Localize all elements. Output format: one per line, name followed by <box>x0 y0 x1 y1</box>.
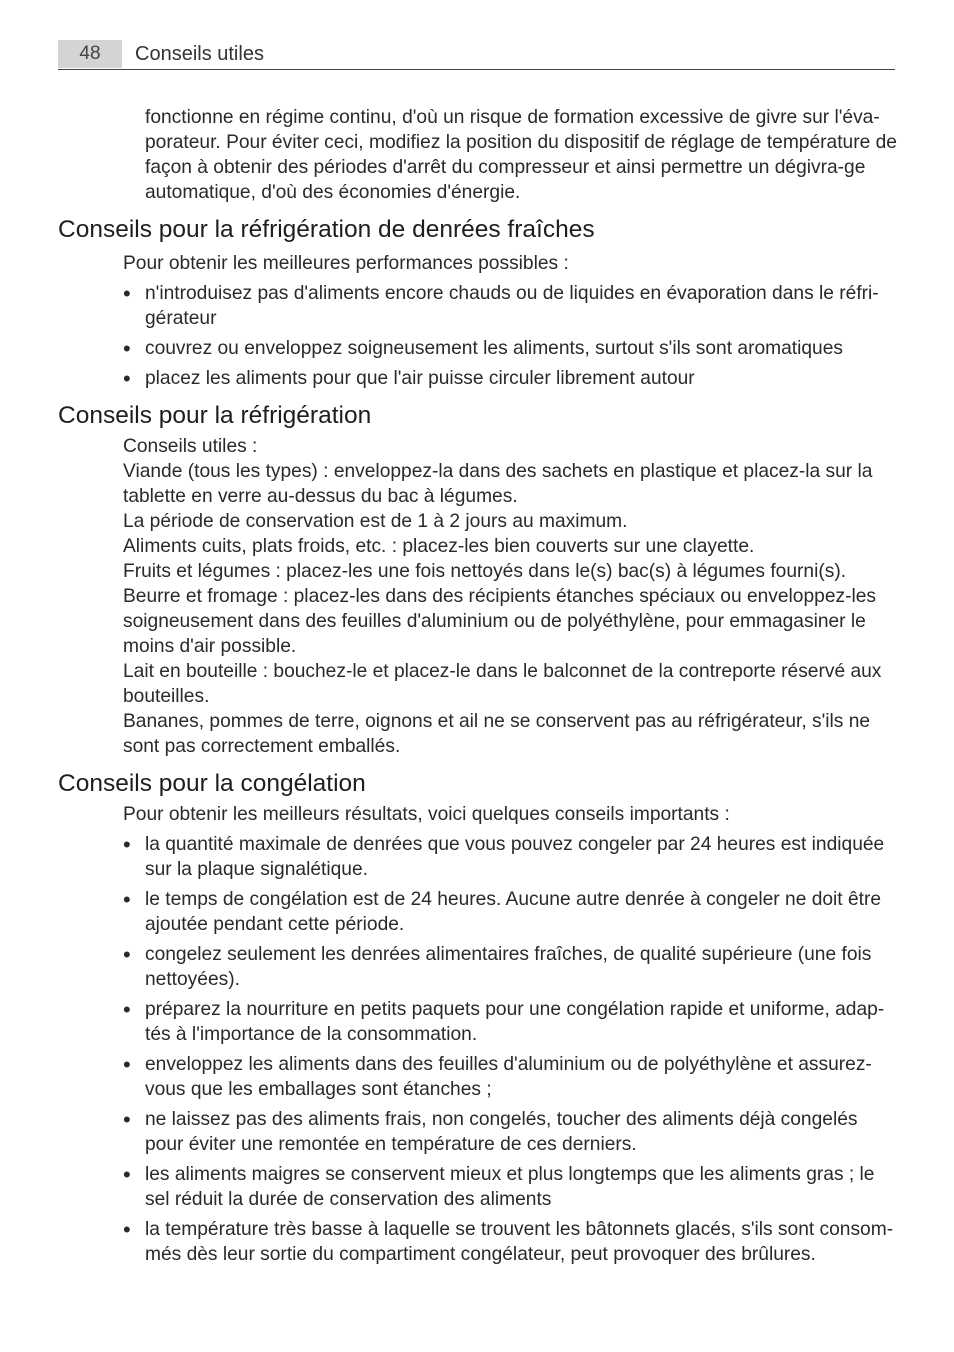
list-item: • la quantité maximale de denrées que vous pouvez congeler par 24 heures est indiquée sur la plaque signalétique. <box>123 832 898 882</box>
list-item: • le temps de congélation est de 24 heures. Aucune autre denrée à congeler ne doit être ajoutée pendant cette période. <box>123 887 898 937</box>
list-item: • n'introduisez pas d'aliments encore chauds ou de liquides en évaporation dans le réfri-gérateur <box>123 281 898 331</box>
list-item: • la température très basse à laquelle se trouvent les bâtonnets glacés, s'ils sont consom-més dès leur sortie du compartiment congélateur, peut provoquer des brûlures. <box>123 1217 898 1267</box>
section-title-fresh-food: Conseils pour la réfrigération de denrées fraîches <box>58 216 595 243</box>
text-line: Beurre et fromage : placez-les dans des récipients étanches spéciaux ou enveloppez-les soigneusement dans des feuilles d'aluminium ou de polyéthylène, pour emmagasiner le moins d'air possible. <box>123 586 877 657</box>
list-item: • congelez seulement les denrées alimentaires fraîches, de qualité supérieure (une fois nettoyées). <box>123 942 898 992</box>
section-title-freezing: Conseils pour la congélation <box>58 770 366 797</box>
text-line: Lait en bouteille : bouchez-le et placez-le dans le balconnet de la contreporte réservé aux bouteilles. <box>123 661 882 707</box>
text-line: Bananes, pommes de terre, oignons et ail ne se conservent pas au réfrigérateur, s'ils ne sont pas correctement emballés. <box>123 711 871 757</box>
text-line: Aliments cuits, plats froids, etc. : placez-les bien couverts sur une clayette. <box>123 536 755 557</box>
intro-paragraph: fonctionne en régime continu, d'où un risque de formation excessive de givre sur l'éva-porateur. Pour éviter ceci, modifiez la position du dispositif de réglage de température de façon à obtenir des périodes d'arrêt du compresseur et ainsi permettre un dégivra-ge automatique, d'où des économies d'énergie. <box>145 107 897 203</box>
bullet-list <box>123 281 898 391</box>
section-lead: Pour obtenir les meilleurs résultats, voici quelques conseils importants : <box>123 804 730 825</box>
page-content <box>58 105 898 1267</box>
list-item: • placez les aliments pour que l'air puisse circuler librement autour <box>123 366 898 391</box>
section-lead: Pour obtenir les meilleures performances possibles : <box>123 253 569 274</box>
list-item: • enveloppez les aliments dans des feuilles d'aluminium ou de polyéthylène et assurez-vous que les emballages sont étanches ; <box>123 1052 898 1102</box>
running-title: Conseils utiles <box>135 43 264 65</box>
section-refrigeration <box>58 434 898 759</box>
page-header <box>58 40 895 70</box>
list-item: • ne laissez pas des aliments frais, non congelés, toucher des aliments déjà congelés pour éviter une remontée en température de ces derniers. <box>123 1107 898 1157</box>
text-line: Conseils utiles : <box>123 436 258 457</box>
section-title-refrigeration: Conseils pour la réfrigération <box>58 402 372 429</box>
text-line: La période de conservation est de 1 à 2 jours au maximum. <box>123 511 628 532</box>
page-number: 48 <box>58 40 122 68</box>
list-item: • couvrez ou enveloppez soigneusement les aliments, surtout s'ils sont aromatiques <box>123 336 898 361</box>
list-item: • les aliments maigres se conservent mieux et plus longtemps que les aliments gras ; le sel réduit la durée de conservation des aliments <box>123 1162 898 1212</box>
list-item: • préparez la nourriture en petits paquets pour une congélation rapide et uniforme, adap-tés à l'importance de la consommation. <box>123 997 898 1047</box>
section-fresh-food <box>58 251 898 391</box>
text-line: Viande (tous les types) : enveloppez-la dans des sachets en plastique et placez-la sur la tablette en verre au-dessus du bac à légumes. <box>123 461 873 507</box>
section-freezing <box>58 802 898 1267</box>
header-rule <box>58 69 895 70</box>
bullet-list <box>123 832 898 1267</box>
text-line: Fruits et légumes : placez-les une fois nettoyés dans le(s) bac(s) à légumes fourni(s). <box>123 561 847 582</box>
